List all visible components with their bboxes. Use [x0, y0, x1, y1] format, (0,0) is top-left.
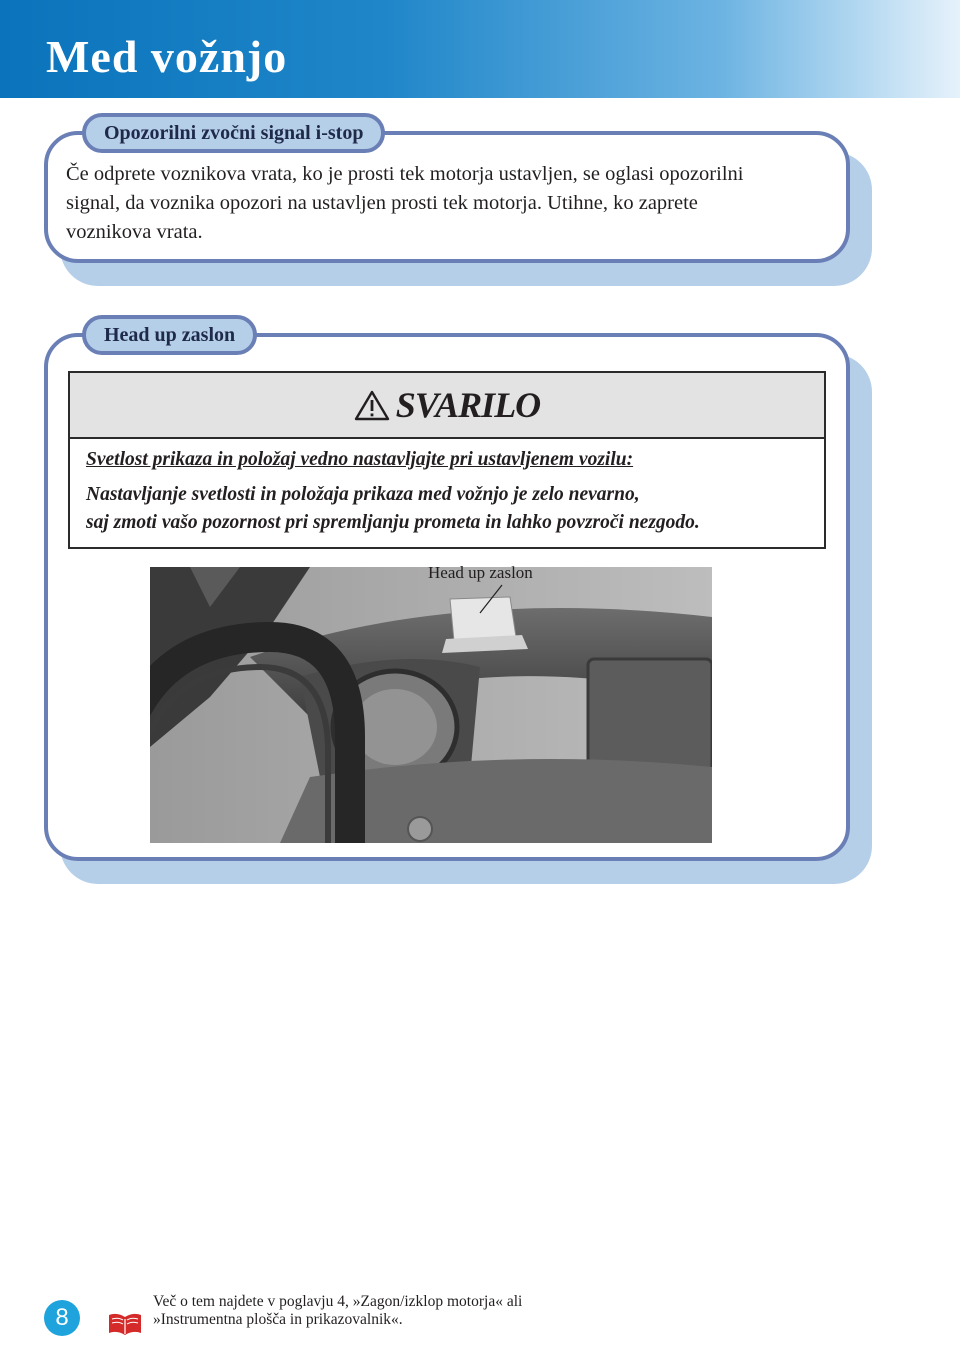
- warning-title: SVARILO: [395, 385, 541, 425]
- warning-body-line: saj zmoti vašo pozornost pri spremljanju prometa in lahko povzroči nezgodo.: [86, 512, 700, 533]
- hud-callout-label: Head up zaslon: [428, 563, 533, 582]
- istop-body-text: [66, 160, 836, 247]
- page-title: Med vožnjo: [46, 31, 288, 82]
- footnote-line: »Instrumentna plošča in prikazovalnik«.: [153, 1311, 403, 1328]
- footnote: [153, 1293, 673, 1329]
- page-number: 8: [44, 1300, 80, 1336]
- warning-lead: Svetlost prikaza in položaj vedno nastavljajte pri ustavljenem vozilu:: [86, 449, 634, 470]
- istop-body-line: signal, da voznika opozori na ustavljen prosti tek motorja. Utihne, ko zaprete: [66, 192, 698, 214]
- open-book-icon: [108, 1312, 142, 1336]
- warning-body-line: Nastavljanje svetlosti in položaja prikaza med vožnjo je zelo nevarno,: [86, 484, 640, 505]
- warning-header: [70, 373, 824, 439]
- istop-body-line: voznikova vrata.: [66, 221, 203, 243]
- footnote-line: Več o tem najdete v poglavju 4, »Zagon/izklop motorja« ali: [153, 1293, 523, 1310]
- warning-body: [86, 481, 816, 537]
- dashboard-illustration: [150, 567, 712, 843]
- istop-section-tab: Opozorilni zvočni signal i-stop: [82, 113, 385, 153]
- warning-box: [68, 371, 826, 549]
- hud-section-tab: Head up zaslon: [82, 315, 257, 355]
- warning-triangle-icon: [354, 389, 390, 421]
- istop-body-line: Če odprete voznikova vrata, ko je prosti tek motorja ustavljen, se oglasi opozorilni: [66, 163, 744, 185]
- callout-leader-line: [478, 584, 504, 614]
